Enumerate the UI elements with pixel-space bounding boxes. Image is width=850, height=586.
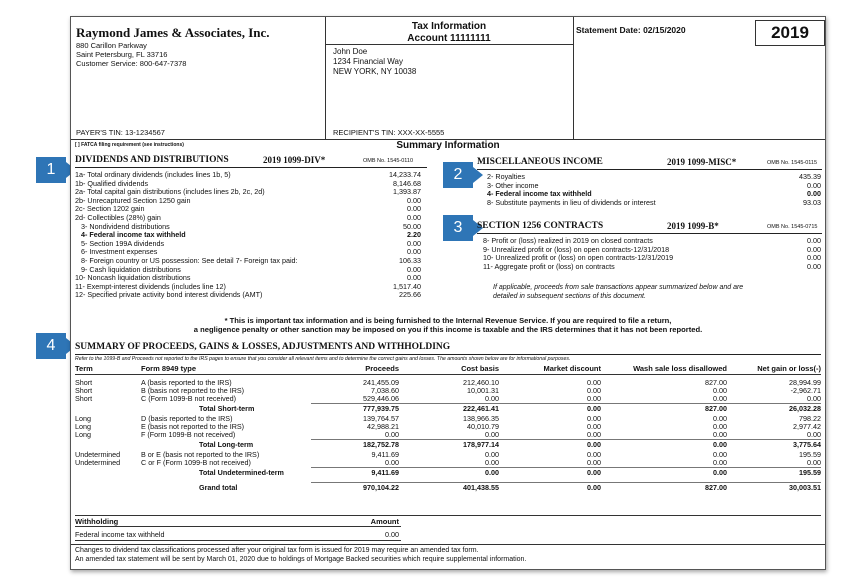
- s1256-row-amount: 0.00: [807, 261, 821, 271]
- col-proceeds: Proceeds: [365, 364, 399, 373]
- cost-basis-amount: 178,977.14: [463, 440, 499, 449]
- net-gain-amount: 28,994.99: [789, 378, 821, 387]
- misc-row-amount: 0.00: [807, 189, 821, 199]
- wash-sale-amount: 0.00: [713, 430, 727, 439]
- payer-address-2: Saint Petersburg, FL 33716: [76, 50, 168, 59]
- wash-sale-amount: 0.00: [713, 386, 727, 395]
- tax-document-page: [70, 16, 826, 570]
- col-market-discount: Market discount: [543, 364, 601, 373]
- net-gain-amount: 0.00: [807, 458, 821, 467]
- proceeds-form-type: Total Undetermined-term: [199, 468, 284, 477]
- proceeds-term: Short: [75, 394, 93, 403]
- recipient-address-1: 1234 Financial Way: [333, 57, 403, 66]
- dividend-row-amount: 14,233.74: [389, 170, 421, 179]
- fatca-checkbox: [ ] FATCA filing requirement (see instructions): [75, 142, 184, 148]
- proceeds-amount: 529,446.06: [363, 394, 399, 403]
- dividend-row-label: 2b- Unrecaptured Section 1250 gain: [75, 195, 191, 205]
- dividend-row-label: 11- Exempt-interest dividends (includes line 12): [75, 281, 226, 291]
- withholding-label: Federal income tax withheld: [75, 530, 165, 539]
- wash-sale-amount: 0.00: [713, 458, 727, 467]
- dividend-row-amount: 2.20: [407, 230, 421, 240]
- cost-basis-amount: 0.00: [485, 394, 499, 403]
- proceeds-amount: 9,411.69: [371, 450, 399, 459]
- dividend-row-label: 2d- Collectibles (28%) gain: [75, 213, 161, 222]
- net-gain-amount: 3,775.64: [793, 440, 821, 449]
- dividend-row-amount: 0.00: [407, 195, 421, 205]
- dividend-row-amount: 8,146.68: [393, 178, 421, 188]
- proceeds-form-type: B (basis not reported to the IRS): [141, 386, 245, 395]
- dividend-row-label: 12- Specified private activity bond interest dividends (AMT): [75, 290, 263, 300]
- proceeds-amount: 970,104.22: [363, 483, 399, 492]
- summary-title: Summary Information: [396, 140, 500, 151]
- s1256-omb: OMB No. 1545-0715: [767, 224, 818, 230]
- col-net-gain: Net gain or loss(-): [757, 364, 821, 373]
- market-discount-amount: 0.00: [587, 483, 601, 492]
- market-discount-amount: 0.00: [587, 404, 601, 413]
- proceeds-term: Undetermined: [75, 450, 121, 459]
- misc-row-label: 4- Federal income tax withheld: [487, 189, 592, 199]
- proceeds-form-type: Total Long-term: [199, 440, 254, 449]
- withholding-amount-header: Amount: [370, 517, 399, 526]
- proceeds-amount: 0.00: [385, 458, 399, 467]
- proceeds-term: Short: [75, 378, 93, 387]
- net-gain-amount: -2,962.71: [790, 386, 821, 395]
- dividends-title: DIVIDENDS AND DISTRIBUTIONS: [75, 155, 229, 165]
- market-discount-amount: 0.00: [587, 430, 601, 439]
- cost-basis-amount: 0.00: [485, 430, 499, 439]
- proceeds-form-type: E (basis not reported to the IRS): [141, 422, 245, 431]
- s1256-row-label: 9- Unrealized profit or (loss) on open contracts-12/31/2018: [483, 244, 670, 254]
- col-wash-sale: Wash sale loss disallowed: [633, 364, 727, 373]
- proceeds-amount: 7,038.60: [371, 386, 399, 395]
- tax-info-title: Tax Information Account 11111111: [407, 21, 491, 44]
- net-gain-amount: 195.59: [799, 468, 821, 477]
- payer-name: Raymond James & Associates, Inc.: [76, 25, 270, 40]
- callout-badge-3: 3: [443, 215, 473, 241]
- recipient-name: John Doe: [333, 47, 368, 56]
- proceeds-amount: 777,939.75: [363, 404, 399, 413]
- s1256-row-label: 10- Unrealized profit or (loss) on open contracts-12/31/2019: [483, 253, 674, 263]
- misc-row-label: 2- Royalties: [487, 172, 525, 181]
- s1256-row-amount: 0.00: [807, 236, 821, 245]
- withholding-header: Withholding: [75, 517, 119, 526]
- proceeds-amount: 9,411.69: [371, 468, 399, 477]
- wash-sale-amount: 0.00: [713, 468, 727, 477]
- irs-notice-1: * This is important tax information and is being furnished to the Internal Revenue Service. If you are required to file a return,: [224, 316, 672, 325]
- dividend-row-amount: 0.00: [407, 204, 421, 214]
- total-divider: [311, 439, 821, 440]
- wash-sale-amount: 0.00: [713, 450, 727, 459]
- s1256-row-label: 8- Profit or (loss) realized in 2019 on closed contracts: [483, 236, 653, 245]
- callout-badge-1: 1: [36, 157, 66, 183]
- market-discount-amount: 0.00: [587, 440, 601, 449]
- dividend-row-label: 8- Foreign country or US possession: See detail 7- Foreign tax paid:: [81, 256, 298, 265]
- cost-basis-amount: 0.00: [485, 458, 499, 467]
- misc-row-label: 3- Other income: [487, 180, 539, 190]
- dividend-row-label: 9- Cash liquidation distributions: [81, 264, 181, 274]
- dividend-row-label: 4- Federal income tax withheld: [81, 230, 186, 240]
- cost-basis-amount: 40,010.79: [467, 422, 499, 431]
- proceeds-term: Undetermined: [75, 458, 121, 467]
- payer-tin: PAYER'S TIN: 13-1234567: [76, 128, 165, 137]
- statement-date: Statement Date: 02/15/2020: [576, 25, 686, 35]
- dividend-row-label: 1a- Total ordinary dividends (includes lines 1b, 5): [75, 170, 231, 179]
- dividend-row-label: 1b- Qualified dividends: [75, 178, 149, 188]
- wash-sale-amount: 827.00: [705, 404, 727, 413]
- dividend-row-amount: 0.00: [407, 238, 421, 248]
- footer-note-1: Changes to dividend tax classifications processed after your original tax form is issued for 2019 may require an amended tax form.: [75, 547, 479, 554]
- cost-basis-amount: 0.00: [485, 450, 499, 459]
- proceeds-term: Short: [75, 386, 93, 395]
- dividend-row-amount: 1,517.40: [393, 281, 421, 291]
- cost-basis-amount: 0.00: [485, 468, 499, 477]
- col-cost-basis: Cost basis: [461, 364, 499, 373]
- wash-sale-amount: 827.00: [705, 378, 727, 387]
- cost-basis-amount: 222,461.41: [463, 404, 499, 413]
- market-discount-amount: 0.00: [587, 422, 601, 431]
- misc-title: MISCELLANEOUS INCOME: [477, 157, 603, 167]
- tax-year: 2019: [755, 20, 825, 46]
- footer-note-2: An amended tax statement will be sent by March 01, 2020 due to holdings of Mortgage Backed securities which require supplemental information.: [75, 556, 527, 563]
- proceeds-term: Long: [75, 422, 91, 431]
- net-gain-amount: 30,003.51: [789, 483, 821, 492]
- proceeds-title: SUMMARY OF PROCEEDS, GAINS & LOSSES, ADJUSTMENTS AND WITHHOLDING: [75, 342, 451, 352]
- cost-basis-amount: 401,438.55: [463, 483, 499, 492]
- dividend-row-amount: 0.00: [407, 213, 421, 222]
- col-term: Term: [75, 364, 93, 373]
- misc-form: 2019 1099-MISC*: [667, 157, 737, 167]
- dividend-row-label: 2c- Section 1202 gain: [75, 204, 145, 214]
- net-gain-amount: 195.59: [799, 450, 821, 459]
- withholding-amount: 0.00: [385, 530, 399, 539]
- dividend-row-amount: 0.00: [407, 247, 421, 257]
- dividend-row-amount: 1,393.87: [393, 187, 421, 197]
- market-discount-amount: 0.00: [587, 386, 601, 395]
- misc-row-label: 8- Substitute payments in lieu of dividends or interest: [487, 197, 656, 207]
- dividend-row-label: 10- Noncash liquidation distributions: [75, 273, 191, 283]
- proceeds-form-type: Total Short-term: [199, 404, 255, 413]
- payer-customer-service: Customer Service: 800-647-7378: [76, 59, 187, 68]
- market-discount-amount: 0.00: [587, 414, 601, 423]
- proceeds-amount: 42,988.21: [367, 422, 399, 431]
- cost-basis-amount: 10,001.31: [467, 386, 499, 395]
- proceeds-form-type: A (basis reported to the IRS): [141, 378, 232, 387]
- dividends-form: 2019 1099-DIV*: [263, 155, 326, 165]
- proceeds-form-type: C (Form 1099-B not received): [141, 394, 237, 403]
- recipient-tin: RECIPIENT'S TIN: XXX-XX-5555: [333, 128, 445, 137]
- misc-row-amount: 93.03: [803, 197, 821, 207]
- market-discount-amount: 0.00: [587, 468, 601, 477]
- s1256-form: 2019 1099-B*: [667, 221, 719, 231]
- wash-sale-amount: 0.00: [713, 414, 727, 423]
- net-gain-amount: 0.00: [807, 430, 821, 439]
- col-form-type: Form 8949 type: [141, 364, 197, 373]
- proceeds-amount: 241,455.09: [363, 378, 399, 387]
- dividend-row-label: 6- Investment expenses: [81, 247, 158, 257]
- cost-basis-amount: 138,966.35: [463, 414, 499, 423]
- proceeds-amount: 0.00: [385, 430, 399, 439]
- callout-badge-4: 4: [36, 333, 66, 359]
- dividend-row-label: 3- Nondividend distributions: [81, 221, 170, 231]
- proceeds-amount: 182,752.78: [363, 440, 399, 449]
- proceeds-amount: 139,764.57: [363, 414, 399, 423]
- proceeds-form-type: Grand total: [199, 483, 238, 492]
- misc-row-amount: 0.00: [807, 180, 821, 190]
- proceeds-form-type: C or F (Form 1099-B not received): [141, 458, 251, 467]
- wash-sale-amount: 0.00: [713, 394, 727, 403]
- total-divider: [311, 482, 821, 483]
- dividend-row-amount: 0.00: [407, 264, 421, 274]
- s1256-row-label: 11- Aggregate profit or (loss) on contracts: [483, 261, 615, 271]
- irs-notice-2: a negligence penalty or other sanction may be imposed on you if this income is taxable and the IRS determines that it has not been reported.: [193, 325, 703, 334]
- net-gain-amount: 0.00: [807, 394, 821, 403]
- dividend-row-amount: 106.33: [399, 256, 421, 265]
- net-gain-amount: 2,977.42: [793, 422, 821, 431]
- dividend-row-amount: 0.00: [407, 273, 421, 283]
- s1256-title: SECTION 1256 CONTRACTS: [477, 221, 604, 231]
- total-divider: [311, 467, 821, 468]
- market-discount-amount: 0.00: [587, 378, 601, 387]
- wash-sale-amount: 0.00: [713, 440, 727, 449]
- header-block: [71, 17, 825, 140]
- proceeds-term: Long: [75, 430, 91, 439]
- wash-sale-amount: 0.00: [713, 422, 727, 431]
- net-gain-amount: 26,032.28: [789, 404, 821, 413]
- s1256-row-amount: 0.00: [807, 253, 821, 263]
- proceeds-form-type: F (Form 1099-B not received): [141, 430, 236, 439]
- dividend-row-amount: 50.00: [403, 221, 421, 231]
- market-discount-amount: 0.00: [587, 458, 601, 467]
- cost-basis-amount: 212,460.10: [463, 378, 499, 387]
- misc-omb: OMB No. 1545-0115: [767, 160, 818, 166]
- net-gain-amount: 798.22: [799, 414, 821, 423]
- dividends-omb: OMB No. 1545-0110: [363, 158, 414, 164]
- callout-badge-2: 2: [443, 162, 473, 188]
- market-discount-amount: 0.00: [587, 450, 601, 459]
- payer-address-1: 880 Carillon Parkway: [76, 41, 147, 50]
- dividend-row-label: 5- Section 199A dividends: [81, 238, 165, 248]
- proceeds-term: Long: [75, 414, 91, 423]
- total-divider: [311, 403, 821, 404]
- proceeds-form-type: D (basis reported to the IRS): [141, 414, 233, 423]
- wash-sale-amount: 827.00: [705, 483, 727, 492]
- s1256-note-2: detailed in subsequent sections of this document.: [493, 293, 646, 300]
- market-discount-amount: 0.00: [587, 394, 601, 403]
- dividend-row-label: 2a- Total capital gain distributions (includes lines 2b, 2c, 2d): [75, 187, 265, 197]
- misc-row-amount: 435.39: [799, 172, 821, 181]
- s1256-note-1: If applicable, proceeds from sale transactions appear summarized below and are: [493, 284, 744, 291]
- proceeds-form-type: B or E (basis not reported to the IRS): [141, 450, 260, 459]
- recipient-address-2: NEW YORK, NY 10038: [333, 67, 417, 76]
- proceeds-reference-note: Refer to the 1099-B and Proceeds not reported to the IRS pages to ensure that you consider all relevant items and to determine the correct gains and losses. The amounts shown below are for informational purposes.: [75, 356, 571, 362]
- s1256-row-amount: 0.00: [807, 244, 821, 254]
- dividend-row-amount: 225.66: [399, 290, 421, 300]
